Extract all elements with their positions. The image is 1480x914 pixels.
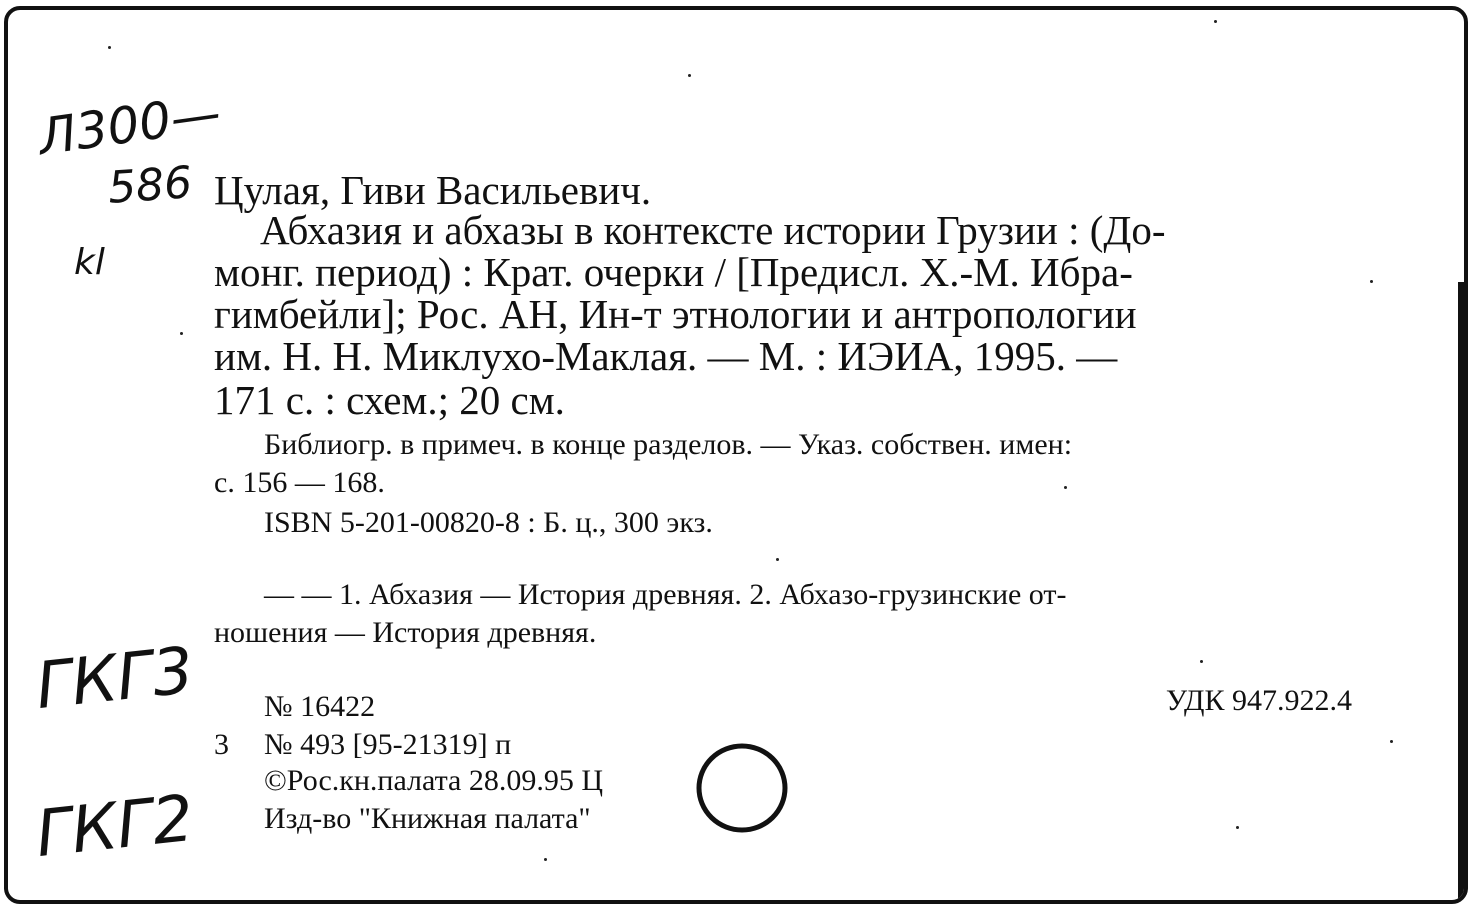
handwritten-mark-1: ГКГ3 <box>32 633 197 725</box>
speck <box>1200 660 1203 663</box>
stamp-circle <box>694 740 790 836</box>
notes-line-1: Библиогр. в примеч. в конце разделов. — Указ. собствен. имен: <box>264 428 1073 461</box>
body-line-4: им. Н. Н. Миклухо-Маклая. — М. : ИЭИА, 1995. — <box>214 333 1118 379</box>
body-line-5: 171 с. : схем.; 20 см. <box>214 377 565 423</box>
subjects-line-2: ношения — История древняя. <box>214 616 597 649</box>
handwritten-shelf-top: Л300— <box>34 83 225 167</box>
speck <box>108 46 111 49</box>
speck <box>688 74 691 77</box>
speck <box>1390 740 1393 743</box>
speck <box>776 558 779 561</box>
body-line-3: гимбейли]; Рос. АН, Ин-т этнологии и антропологии <box>214 291 1137 337</box>
publisher-line: Изд-во "Книжная палата" <box>264 802 591 835</box>
subjects-line-1: — — 1. Абхазия — История древняя. 2. Абхазо-грузинские от- <box>264 578 1067 611</box>
body-line-2: монг. период) : Крат. очерки / [Предисл. Х.-М. Ибра- <box>214 249 1133 295</box>
isbn-line: ISBN 5-201-00820-8 : Б. ц., 300 экз. <box>264 506 713 539</box>
record-number: № 16422 <box>264 690 376 723</box>
copyright-line: ©Рос.кн.палата 28.09.95 Ц <box>264 764 604 797</box>
speck <box>1370 280 1373 283</box>
speck <box>1064 486 1067 489</box>
speck <box>544 858 547 861</box>
handwritten-initials: kl <box>74 242 105 283</box>
record-heading: Цулая, Гиви Васильевич. <box>214 167 652 213</box>
udk-code: УДК 947.922.4 <box>1165 684 1352 717</box>
handwritten-shelf-bottom: 586 <box>106 157 194 214</box>
card-edge-mark <box>1458 282 1464 904</box>
speck <box>180 332 183 335</box>
order-prefix: 3 <box>214 728 229 761</box>
order-line: № 493 [95-21319] п <box>264 728 512 761</box>
catalog-card <box>4 6 1468 904</box>
notes-line-2: с. 156 — 168. <box>214 466 385 499</box>
speck <box>1214 20 1217 23</box>
body-line-1: Абхазия и абхазы в контексте истории Грузии : (До- <box>260 207 1166 253</box>
speck <box>1236 826 1239 829</box>
handwritten-mark-2: ГКГ2 <box>32 781 197 873</box>
